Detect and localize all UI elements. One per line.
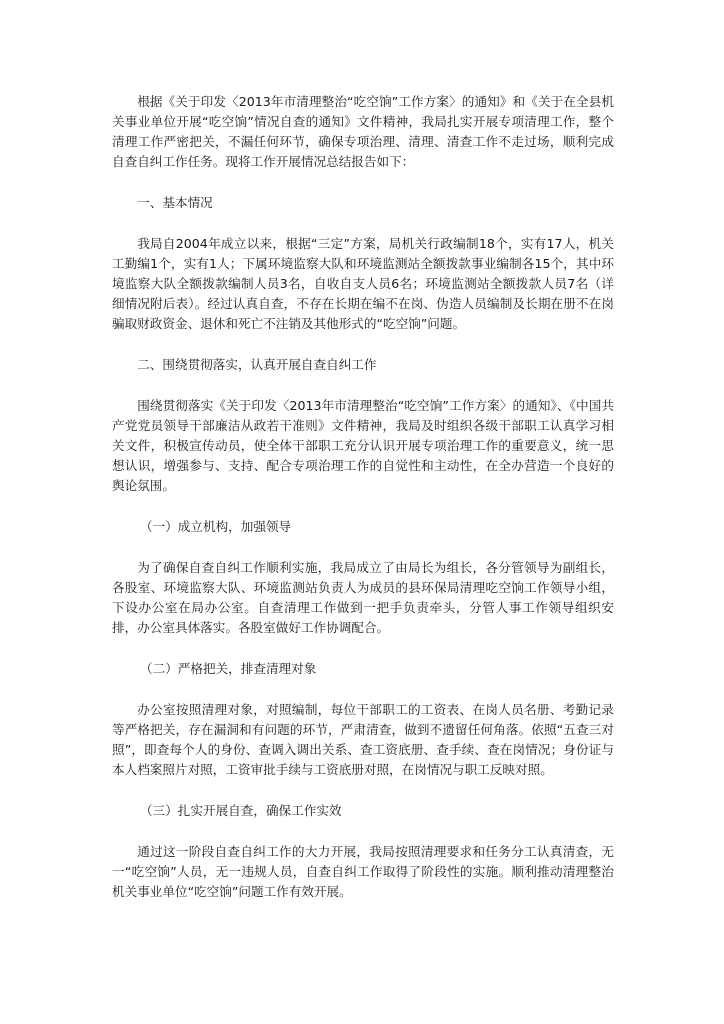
spacer [112,638,614,659]
spacer [112,334,614,355]
section-2-paragraph: 围绕贯彻落实《关于印发〈2013年市清理整治“吃空饷”工作方案〉的通知》、《中国共产党党员领导干部廉洁从政若干准则》文件精神，我局及时组织各级干部职工认真学习相关文件，积极宣传动员，使全体干部职工充分认识开展专项治理工作的重要意义，统一思想认识，增强参与、支持、配合专项治理工作的自觉性和主动性，在全办营造一个良好的舆论氛围。 [112,398,614,493]
spacer [112,375,614,396]
spacer [112,821,614,842]
spacer [112,780,614,801]
subsection-3-heading: （三）扎实开展自查，确保工作实效 [140,803,342,818]
intro-paragraph: 根据《关于印发〈2013年市清理整治“吃空饷”工作方案〉的通知》和《关于在全县机关事业单位开展“吃空饷”情况自查的通知》文件精神，我局扎实开展专项清理工作，整个清理工作严密把关，不漏任何环节，确保专项治理、清理、清查工作不走过场，顺利完成自查自纠工作任务。现将工作开展情况总结报告如下： [112,94,614,169]
section-2-heading: 二、围绕贯彻落实，认真开展自查自纠工作 [137,357,377,372]
section-1-heading: 一、基本情况 [137,195,213,210]
section-1-paragraph: 我局自2004年成立以来，根据“三定”方案，局机关行政编制18个，实有17人，机关工勤编1个，实有1人；下属环境监察大队和环境监测站全额拨款事业编制各15个，其中环境监察大队全额拨款编制人员3名，自收自支人员6名；环境监测站全额拨款人员7名（详细情况附后表）。经过认真自查，不存在长期在编不在岗、伪造人员编制及长期在册不在岗骗取财政资金、退休和死亡不注销及其他形式的“吃空饷”问题。 [112,236,614,331]
subsection-2-heading: （二）严格把关，排查清理对象 [140,661,317,676]
subsection-1-heading: （一）成立机构，加强领导 [140,519,292,534]
subsection-1-paragraph: 为了确保自查自纠工作顺利实施，我局成立了由局长为组长，各分管领导为副组长，各股室、环境监察大队、环境监测站负责人为成员的县环保局清理吃空饷工作领导小组，下设办公室在局办公室。自查清理工作做到一把手负责牵头，分管人事工作领导组织安排，办公室具体落实。各股室做好工作协调配合。 [112,560,614,635]
spacer [112,172,614,193]
spacer [112,537,614,558]
document-page [112,92,614,902]
subsection-3-paragraph: 通过这一阶段自查自纠工作的大力开展，我局按照清理要求和任务分工认真清查，无一“吃空饷”人员，无一违规人员，自查自纠工作取得了阶段性的实施。顺利推动清理整治机关事业单位“吃空饷”问题工作有效开展。 [112,844,614,899]
spacer [112,496,614,517]
spacer [112,679,614,700]
subsection-2-paragraph: 办公室按照清理对象，对照编制，每位干部职工的工资表、在岗人员名册、考勤记录等严格把关，存在漏洞和有问题的环节，严肃清查，做到不遗留任何角落。依照“五查三对照”，即查每个人的身份、查调入调出关系、查工资底册、查手续、查在岗情况；身份证与本人档案照片对照，工资审批手续与工资底册对照，在岗情况与职工反映对照。 [112,702,614,777]
spacer [112,213,614,234]
